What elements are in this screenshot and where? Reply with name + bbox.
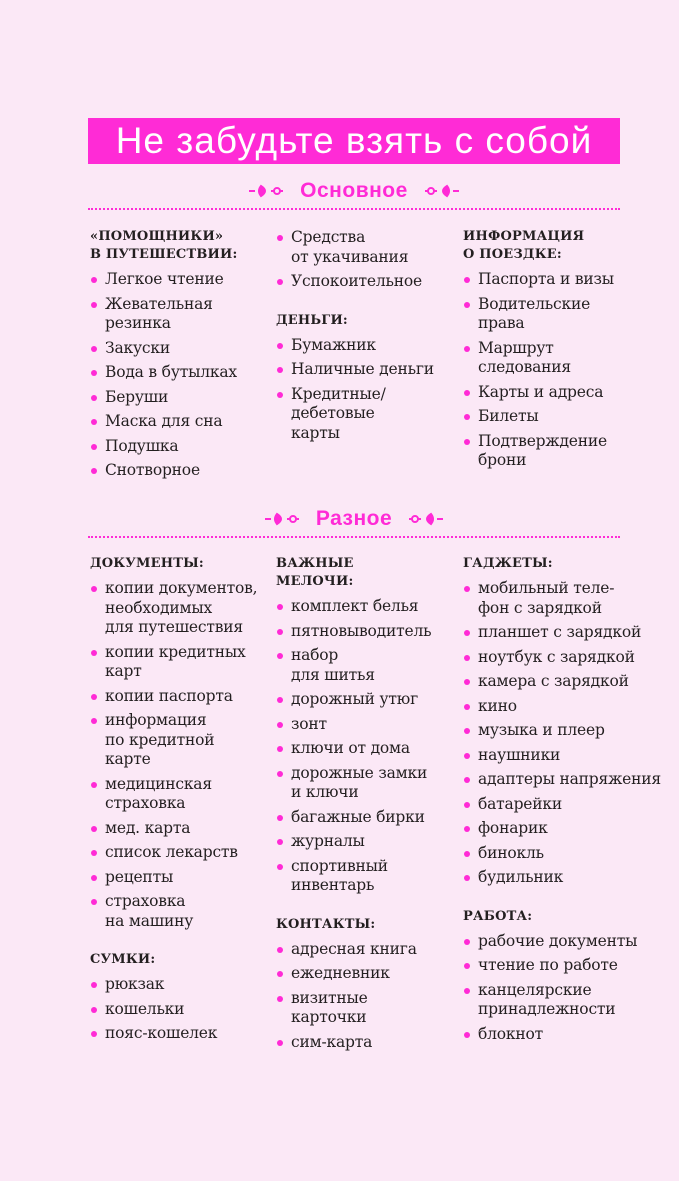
text-line: журналы — [291, 832, 365, 850]
list-item — [276, 715, 456, 735]
text-line: зонт — [291, 714, 327, 733]
text-line: чтение по работе — [478, 956, 618, 974]
list-item — [463, 868, 643, 888]
text-line: батарейки — [478, 794, 563, 813]
section-header-main — [88, 179, 620, 205]
text-line: рецепты — [105, 867, 174, 886]
list-item — [90, 461, 270, 481]
list-column — [463, 228, 643, 476]
text-line: бинокль — [478, 843, 544, 862]
text-line: Беруши — [105, 387, 169, 406]
list-item — [276, 964, 456, 984]
category-title — [276, 312, 456, 330]
text-line: Средства — [291, 228, 366, 246]
list-item — [463, 956, 643, 976]
list-item — [90, 388, 270, 408]
list-item — [90, 339, 270, 359]
text-line: КОНТАКТЫ: — [276, 916, 376, 932]
text-line: Паспорта и визы — [478, 270, 614, 288]
category-title — [276, 916, 456, 934]
section-header-misc — [88, 507, 620, 533]
text-line: карточки — [291, 1008, 367, 1026]
text-line: для шитья — [291, 665, 375, 684]
list-item — [463, 295, 643, 334]
text-line: ГАДЖЕТЫ: — [463, 556, 553, 571]
list-item — [90, 643, 270, 682]
list-item — [276, 360, 456, 380]
list-column — [463, 555, 661, 1049]
text-line: кошельки — [105, 999, 185, 1018]
text-line: пятновыводитель — [291, 621, 432, 640]
text-line: мед. карта — [105, 818, 191, 837]
list-item — [90, 775, 270, 814]
list-item — [463, 672, 643, 692]
text-line: и ключи — [291, 783, 359, 801]
text-line: блокнот — [478, 1024, 544, 1043]
list-item — [276, 228, 456, 267]
text-line: Успокоительное — [291, 272, 422, 290]
category-title — [90, 951, 270, 969]
text-line: следования — [478, 358, 571, 376]
list-item — [463, 383, 643, 403]
text-line: для путешествия — [105, 618, 243, 636]
right-ornament-icon — [423, 184, 461, 198]
checklist — [276, 336, 456, 444]
text-line: копии документов, — [105, 579, 258, 597]
list-item — [90, 412, 270, 432]
checklist — [463, 932, 643, 1045]
category-title — [463, 908, 643, 926]
left-ornament-icon — [263, 512, 301, 526]
text-line: Карты и адреса — [478, 382, 604, 401]
text-line: брони — [478, 451, 527, 469]
checklist — [90, 270, 270, 481]
list-item — [276, 832, 456, 852]
list-column — [90, 555, 270, 1049]
text-line: фонарик — [478, 819, 548, 837]
text-line: сим-карта — [291, 1032, 373, 1051]
list-item — [90, 270, 270, 290]
list-item — [463, 270, 643, 290]
text-line: Подушка — [105, 436, 179, 455]
list-item — [90, 1000, 270, 1020]
list-column — [90, 228, 270, 486]
list-item — [463, 981, 643, 1020]
text-line: Наличные деньги — [291, 360, 434, 378]
text-line: Вода в бутылках — [105, 363, 237, 381]
text-line: принадлежности — [478, 1000, 616, 1018]
text-line: планшет с зарядкой — [478, 623, 642, 641]
text-line: Маска для сна — [105, 412, 223, 430]
list-item — [90, 819, 270, 839]
text-line: Подтверждение — [478, 431, 607, 450]
list-item — [90, 975, 270, 995]
list-item — [90, 687, 270, 707]
checklist — [463, 270, 643, 471]
list-item — [276, 385, 456, 444]
text-line: права — [478, 314, 525, 332]
list-item — [90, 437, 270, 457]
divider — [88, 208, 620, 210]
text-line: ИНФОРМАЦИЯ — [463, 229, 585, 244]
text-line: В ПУТЕШЕСТВИИ: — [90, 247, 238, 262]
list-item — [463, 623, 643, 643]
text-line: страховка — [105, 892, 186, 910]
text-line: Бумажник — [291, 335, 376, 354]
text-line: набор — [291, 646, 339, 664]
checklist — [276, 228, 456, 292]
text-line: «ПОМОЩНИКИ» — [90, 229, 224, 244]
text-line: медицинская — [105, 774, 212, 793]
list-column — [276, 555, 456, 1057]
text-line: инвентарь — [291, 876, 375, 894]
text-line: Закуски — [105, 338, 171, 357]
list-item — [90, 295, 270, 334]
text-line: страховка — [105, 794, 186, 812]
text-line: Кредитные/ — [291, 384, 386, 403]
text-line: Снотворное — [105, 461, 200, 479]
text-line: от укачивания — [291, 247, 409, 266]
text-line: Легкое чтение — [105, 270, 224, 288]
text-line: наушники — [478, 745, 561, 764]
checklist — [90, 975, 270, 1044]
text-line: пояс-кошелек — [105, 1024, 218, 1042]
text-line: рюкзак — [105, 975, 165, 993]
list-item — [463, 1025, 643, 1045]
list-item — [90, 711, 270, 770]
text-line: Маршрут — [478, 338, 554, 357]
list-item — [276, 989, 456, 1028]
text-line: музыка и плеер — [478, 721, 605, 739]
text-line: карт — [105, 662, 142, 680]
list-item — [463, 721, 643, 741]
text-line: камера с зарядкой — [478, 672, 629, 690]
text-line: адаптеры напряжения — [478, 770, 661, 788]
list-item — [463, 819, 643, 839]
category-title — [90, 228, 270, 264]
text-line: карты — [291, 423, 340, 442]
text-line: дорожные замки — [291, 763, 428, 782]
category-title — [276, 555, 456, 591]
text-line: ноутбук с зарядкой — [478, 647, 635, 666]
section-title: Основное — [300, 179, 408, 202]
text-line: резинка — [105, 314, 171, 332]
list-item — [90, 1024, 270, 1044]
list-item — [90, 892, 270, 931]
category-title — [463, 555, 643, 573]
list-item — [463, 579, 643, 618]
text-line: информация — [105, 711, 207, 729]
list-item — [276, 272, 456, 292]
text-line: будильник — [478, 868, 564, 886]
right-ornament-icon — [407, 512, 445, 526]
checklist — [90, 579, 270, 931]
text-line: мобильный теле- — [478, 579, 615, 597]
list-item — [463, 697, 643, 717]
list-item — [276, 1033, 456, 1053]
list-item — [276, 739, 456, 759]
text-line: фон с зарядкой — [478, 598, 602, 617]
left-ornament-icon — [247, 184, 285, 198]
text-line: карте — [105, 750, 151, 768]
text-line: ДОКУМЕНТЫ: — [90, 556, 204, 571]
text-line: копии паспорта — [105, 686, 233, 705]
text-line: дорожный утюг — [291, 690, 419, 708]
text-line: список лекарств — [105, 843, 238, 861]
text-line: копии кредитных — [105, 642, 246, 661]
list-item — [463, 795, 643, 815]
text-line: на машину — [105, 911, 194, 930]
text-line: ключи от дома — [291, 739, 410, 757]
category-title — [463, 228, 643, 264]
text-line: Билеты — [478, 407, 539, 425]
list-item — [463, 844, 643, 864]
list-item — [90, 843, 270, 863]
list-item — [90, 363, 270, 383]
checklist — [463, 579, 661, 888]
list-item — [463, 770, 661, 790]
list-item — [276, 597, 456, 617]
text-line: канцелярские — [478, 980, 592, 999]
section-title: Разное — [315, 507, 393, 530]
list-item — [463, 432, 643, 471]
list-item — [276, 764, 456, 803]
text-line: кино — [478, 696, 517, 715]
text-line: рабочие документы — [478, 931, 638, 950]
list-item — [276, 857, 456, 896]
text-line: адресная книга — [291, 939, 417, 958]
list-item — [276, 622, 456, 642]
text-line: РАБОТА: — [463, 908, 533, 924]
text-line: комплект белья — [291, 597, 419, 615]
text-line: МЕЛОЧИ: — [276, 574, 354, 589]
text-line: багажные бирки — [291, 807, 425, 826]
checklist — [276, 940, 456, 1053]
list-item — [90, 868, 270, 888]
divider — [88, 536, 620, 538]
list-item — [276, 808, 456, 828]
list-item — [276, 336, 456, 356]
list-column — [276, 228, 456, 448]
list-item — [90, 579, 270, 638]
list-item — [463, 932, 643, 952]
list-item — [276, 690, 456, 710]
list-item — [463, 407, 643, 427]
text-line: по кредитной — [105, 730, 215, 749]
text-line: визитные — [291, 988, 368, 1007]
text-line: Водительские — [478, 294, 591, 313]
category-title — [90, 555, 270, 573]
list-item — [463, 648, 643, 668]
text-line: ВАЖНЫЕ — [276, 556, 354, 571]
text-line: ДЕНЬГИ: — [276, 312, 348, 328]
text-line: ежедневник — [291, 964, 390, 982]
text-line: необходимых — [105, 598, 213, 617]
checklist — [276, 597, 456, 896]
text-line: Жевательная — [105, 294, 213, 313]
text-line: дебетовые — [291, 404, 375, 422]
list-item — [463, 746, 643, 766]
text-line: О ПОЕЗДКЕ: — [463, 247, 562, 262]
page-title: Не забудьте взять с собой — [88, 118, 620, 164]
list-item — [463, 339, 643, 378]
list-item — [276, 940, 456, 960]
list-item — [276, 646, 456, 685]
text-line: СУМКИ: — [90, 952, 156, 967]
text-line: спортивный — [291, 856, 388, 875]
